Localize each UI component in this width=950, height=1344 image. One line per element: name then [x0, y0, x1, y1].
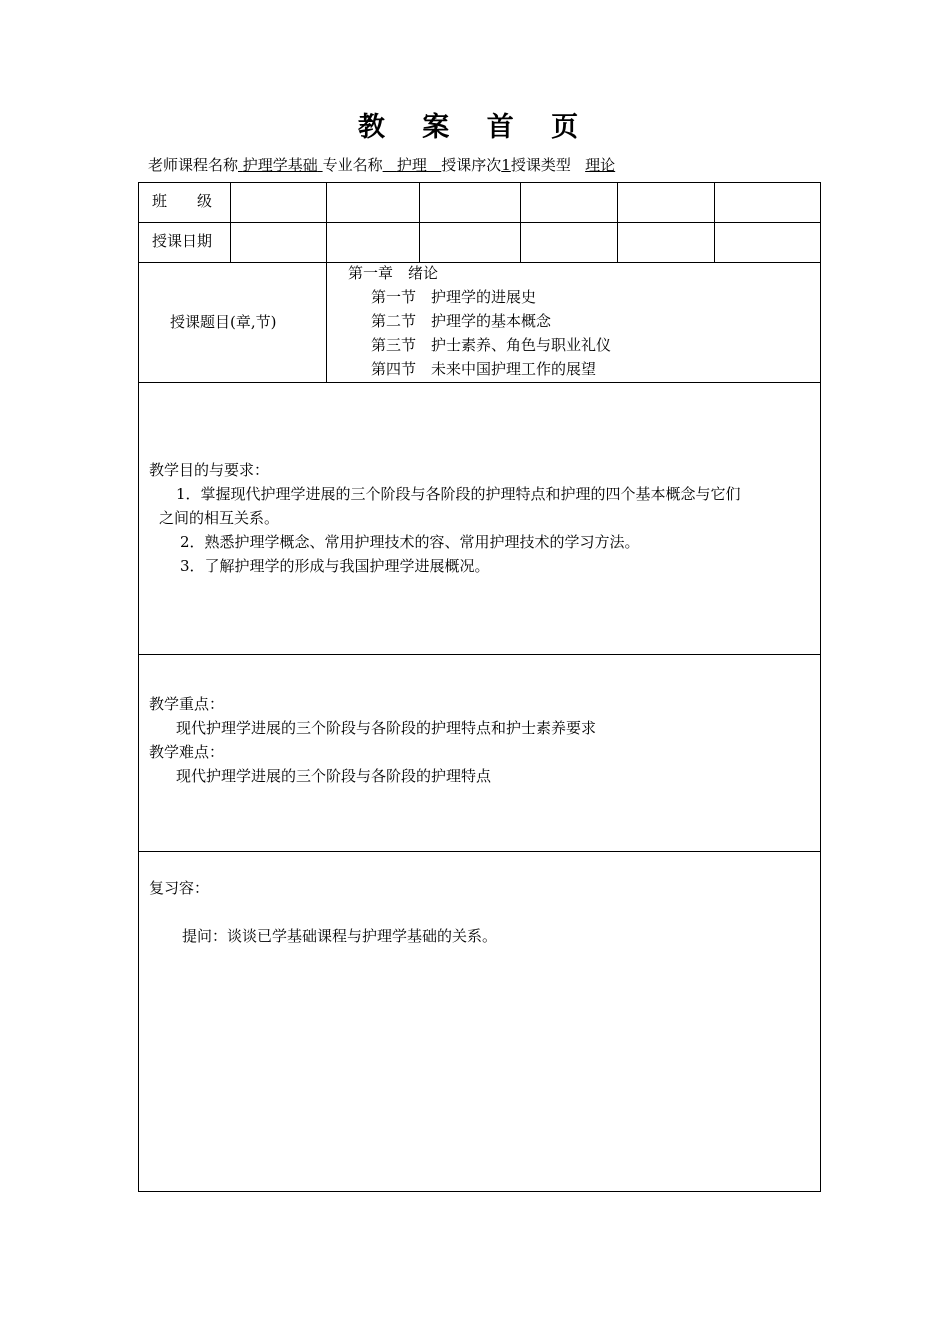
session-number-value: 1 — [501, 156, 511, 174]
type-value: 理论 — [585, 156, 616, 174]
class-label: 班 级 — [152, 192, 213, 210]
date-cell[interactable] — [231, 223, 325, 261]
course-name-value: 护理学基础 — [242, 156, 318, 174]
date-cell[interactable] — [521, 223, 616, 261]
date-label: 授课日期 — [152, 232, 213, 250]
page-title: 教 案 首 页 — [357, 112, 593, 143]
class-cell[interactable] — [327, 183, 418, 221]
major-label: 专业名称 — [322, 156, 383, 174]
date-cell[interactable] — [715, 223, 819, 261]
type-label: 授课类型 — [510, 156, 571, 174]
class-cell[interactable] — [231, 183, 325, 221]
row-divider — [138, 851, 821, 852]
course-info-line — [148, 154, 615, 176]
topic-label: 授课题目(章,节) — [170, 313, 277, 331]
class-cell[interactable] — [420, 183, 519, 221]
goal-item: 2．熟悉护理学概念、常用护理技术的容、常用护理技术的学习方法。 — [180, 533, 640, 551]
class-cell[interactable] — [521, 183, 616, 221]
date-cell[interactable] — [327, 223, 418, 261]
review-question: 提问：谈谈已学基础课程与护理学基础的关系。 — [182, 927, 498, 945]
review-heading: 复习容： — [149, 879, 210, 897]
key-points-heading: 教学重点： — [149, 695, 225, 713]
key-points-text: 现代护理学进展的三个阶段与各阶段的护理特点和护士素养要求 — [176, 719, 597, 737]
topic-chapter: 第一章 绪论 — [348, 264, 439, 282]
goal-item: 1．掌握现代护理学进展的三个阶段与各阶段的护理特点和护理的四个基本概念与它们 — [176, 485, 741, 503]
session-label: 授课序次 — [441, 156, 502, 174]
row-divider — [138, 262, 821, 263]
date-cell[interactable] — [618, 223, 713, 261]
topic-section: 第三节 护士素养、角色与职业礼仪 — [371, 336, 612, 354]
goals-heading: 教学目的与要求： — [149, 461, 270, 479]
topic-section: 第二节 护理学的基本概念 — [371, 312, 552, 330]
row-divider — [138, 382, 821, 383]
class-cell[interactable] — [715, 183, 819, 221]
difficulties-text: 现代护理学进展的三个阶段与各阶段的护理特点 — [176, 767, 492, 785]
goal-item-continued: 之间的相互关系。 — [159, 509, 280, 527]
topic-section: 第一节 护理学的进展史 — [371, 288, 537, 306]
date-cell[interactable] — [420, 223, 519, 261]
goal-item: 3．了解护理学的形成与我国护理学进展概况。 — [180, 557, 490, 575]
difficulties-heading: 教学难点： — [149, 743, 225, 761]
major-name-value: 护理 — [396, 156, 427, 174]
teacher-course-label: 老师课程名称 — [148, 156, 239, 174]
class-cell[interactable] — [618, 183, 713, 221]
row-divider — [138, 654, 821, 655]
topic-section: 第四节 未来中国护理工作的展望 — [371, 360, 597, 378]
